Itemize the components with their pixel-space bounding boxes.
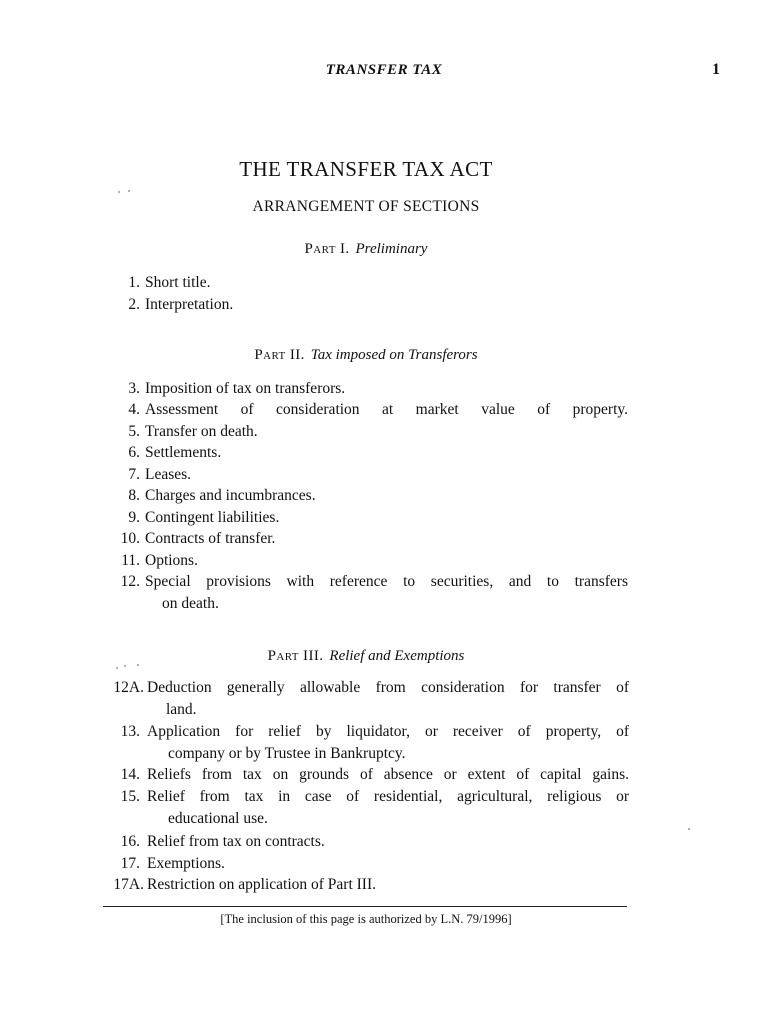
part-title: Tax imposed on Transferors	[310, 347, 478, 363]
section-number: 8.	[128, 487, 140, 504]
section-text: Application for relief by liquidator, or receiver of property, of	[147, 723, 629, 740]
running-header-title: TRANSFER TAX	[325, 62, 443, 78]
scan-speck	[688, 828, 690, 830]
act-title: THE TRANSFER TAX ACT	[239, 157, 493, 181]
section-text-continuation: educational use.	[168, 810, 268, 827]
section-number: 17.	[120, 855, 140, 872]
section-number: 12.	[120, 573, 140, 590]
part-label: Part II.	[254, 347, 305, 363]
footer-note: [The inclusion of this page is authorized by L.N. 79/1996]	[220, 912, 512, 926]
part-label: Part III.	[267, 648, 324, 664]
section-number: 3.	[128, 380, 140, 397]
section-number: 9.	[128, 509, 140, 526]
scan-speck	[128, 190, 130, 192]
section-text: Transfer on death.	[145, 423, 258, 440]
section-number: 14.	[120, 766, 140, 783]
section-text: Contingent liabilities.	[145, 509, 280, 526]
part-label: Part I.	[304, 241, 350, 257]
arrangement-heading: ARRANGEMENT OF SECTIONS	[252, 198, 480, 215]
section-number: 1.	[128, 274, 140, 291]
section-text: Relief from tax in case of residential, agricultural, religious or	[147, 788, 629, 805]
section-number: 16.	[120, 833, 140, 850]
section-number: 15.	[120, 788, 140, 805]
section-text: Deduction generally allowable from consideration for transfer of	[147, 679, 629, 696]
section-number: 12A.	[113, 679, 144, 696]
part-title: Relief and Exemptions	[329, 648, 465, 664]
section-text: Reliefs from tax on grounds of absence or extent of capital gains.	[147, 766, 629, 783]
section-text: Interpretation.	[145, 296, 234, 313]
section-number: 7.	[128, 466, 140, 483]
section-text: Assessment of consideration at market value of property.	[145, 401, 628, 418]
scan-speck	[116, 667, 118, 669]
section-text-continuation: on death.	[162, 595, 219, 612]
section-text-continuation: company or by Trustee in Bankruptcy.	[168, 745, 406, 762]
section-text: Settlements.	[145, 444, 222, 461]
section-text: Short title.	[145, 274, 211, 291]
section-number: 4.	[128, 401, 140, 418]
section-text-continuation: land.	[166, 701, 197, 718]
section-text: Exemptions.	[147, 855, 225, 872]
section-text: Charges and incumbrances.	[145, 487, 316, 504]
section-number: 2.	[128, 296, 140, 313]
section-text: Contracts of transfer.	[145, 530, 276, 547]
section-number: 5.	[128, 423, 140, 440]
section-text: Leases.	[145, 466, 192, 483]
part-title: Preliminary	[355, 241, 428, 257]
section-number: 11.	[121, 552, 140, 569]
part-heading-2	[0, 347, 732, 364]
scan-speck	[137, 664, 139, 666]
page-number: 1	[712, 61, 720, 78]
section-number: 17A.	[113, 876, 144, 893]
section-text: Options.	[145, 552, 198, 569]
part-heading-3	[0, 648, 732, 665]
part-heading-1	[0, 241, 732, 258]
scan-speck	[124, 665, 126, 667]
section-number: 10.	[120, 530, 140, 547]
section-number: 6.	[128, 444, 140, 461]
section-text: Imposition of tax on transferors.	[145, 380, 346, 397]
section-text: Relief from tax on contracts.	[147, 833, 325, 850]
section-text: Special provisions with reference to securities, and to transfers	[145, 573, 628, 590]
footer-rule	[103, 906, 627, 907]
section-text: Restriction on application of Part III.	[147, 876, 376, 893]
scan-speck	[118, 191, 120, 193]
section-number: 13.	[120, 723, 140, 740]
